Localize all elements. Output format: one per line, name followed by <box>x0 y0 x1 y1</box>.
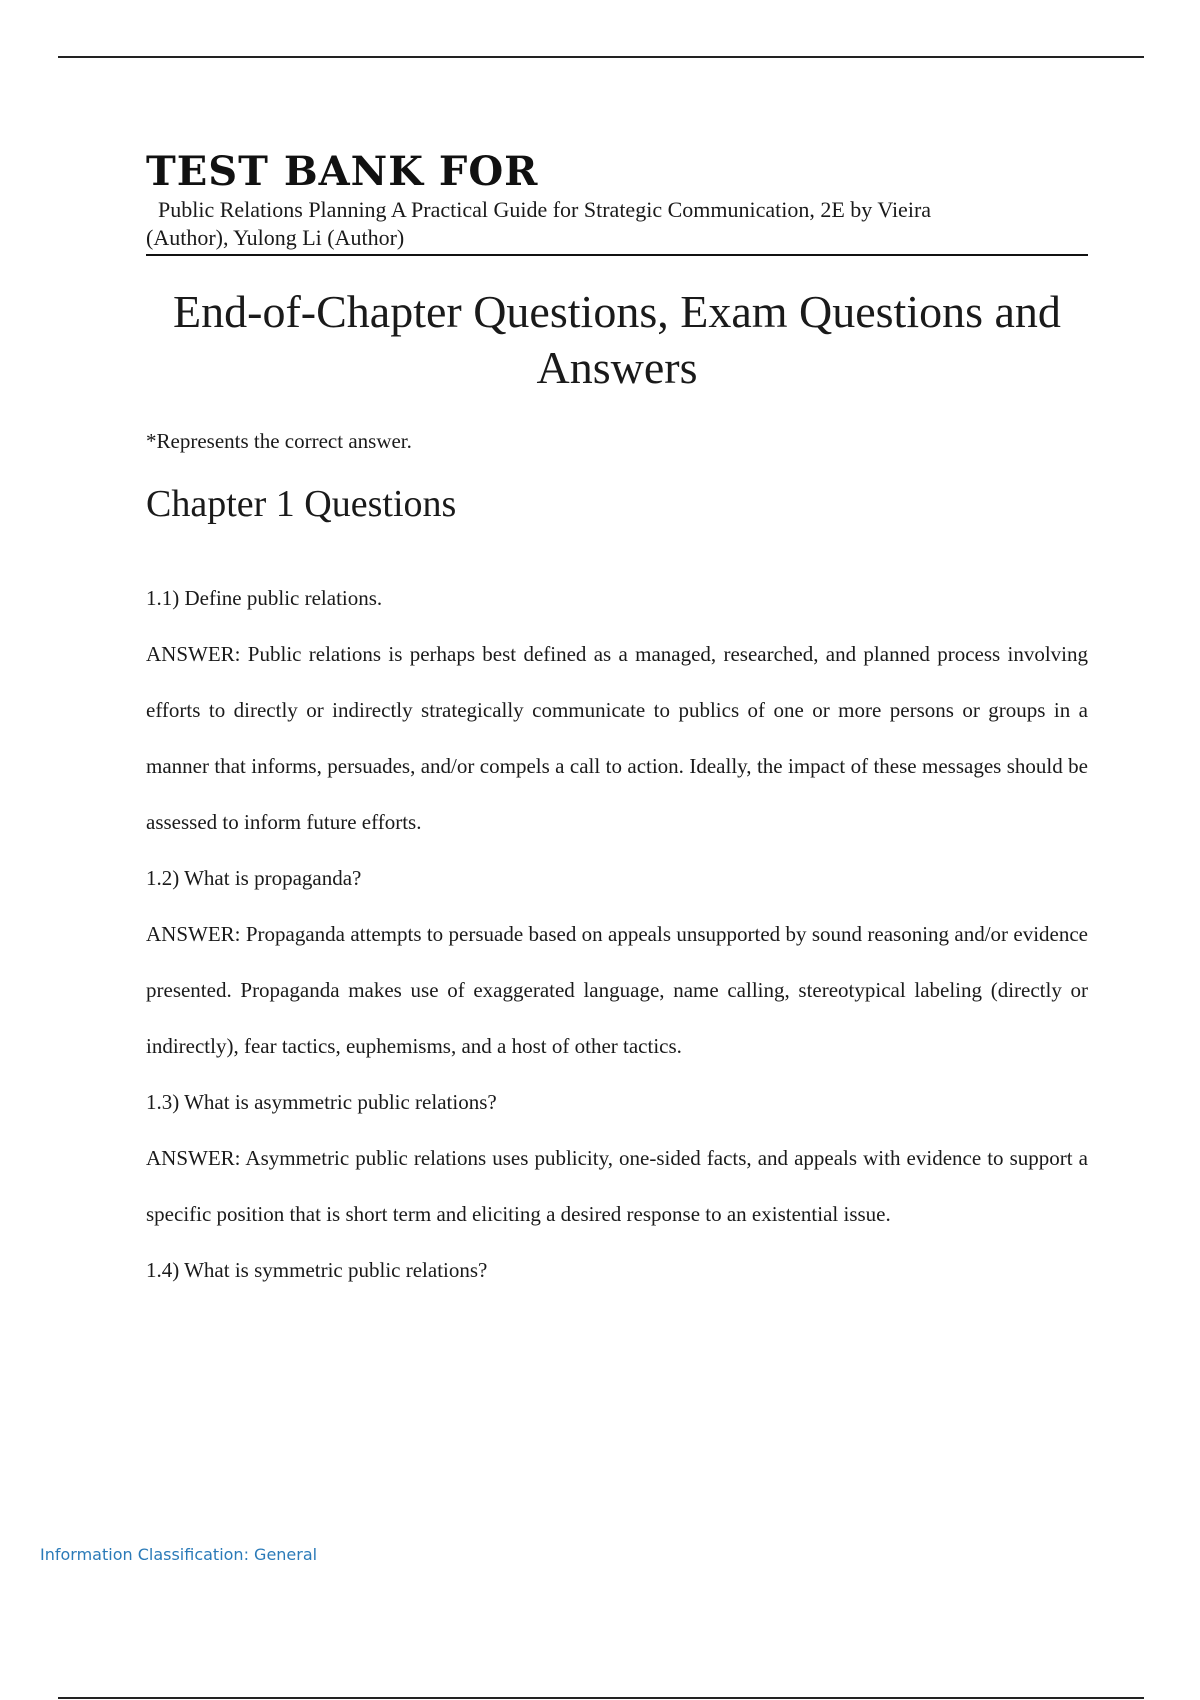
question-list <box>146 570 1088 1298</box>
answer-1-1: ANSWER: Public relations is perhaps best defined as a managed, researched, and planned process involving efforts to directly or indirectly strategically communicate to publics of one or more persons or groups in a manner that informs, persuades, and/or compels a call to action. Ideally, the impact of these messages should be assessed to inform future efforts. <box>146 642 1088 834</box>
correct-answer-note: *Represents the correct answer. <box>146 429 412 453</box>
bottom-rule <box>58 1697 1144 1699</box>
test-bank-title: TEST BANK FOR <box>146 148 539 195</box>
information-classification-label: Information Classification: General <box>40 1545 318 1564</box>
top-rule <box>58 56 1144 58</box>
question-1-2: 1.2) What is propaganda? <box>146 866 362 890</box>
chapter-heading: Chapter 1 Questions <box>146 483 457 525</box>
book-subtitle-line-1: Public Relations Planning A Practical Guide for Strategic Communication, 2E by Vieira <box>158 197 932 222</box>
question-1-1: 1.1) Define public relations. <box>146 586 383 610</box>
answer-1-2: ANSWER: Propaganda attempts to persuade based on appeals unsupported by sound reasoning and/or evidence presented. Propaganda makes use of exaggerated language, name calling, stereotypical labeling (directly or indirectly), fear tactics, euphemisms, and a host of other tactics. <box>146 922 1088 1058</box>
book-subtitle-line-2: (Author), Yulong Li (Author) <box>146 225 405 250</box>
document-body <box>146 150 1088 1298</box>
question-1-4: 1.4) What is symmetric public relations? <box>146 1258 488 1282</box>
page-title: End-of-Chapter Questions, Exam Questions and Answers <box>173 286 1061 393</box>
answer-1-3: ANSWER: Asymmetric public relations uses publicity, one-sided facts, and appeals with evidence to support a specific position that is short term and eliciting a desired response to an existential issue. <box>146 1146 1088 1226</box>
book-subtitle <box>146 196 1088 256</box>
question-1-3: 1.3) What is asymmetric public relations? <box>146 1090 497 1114</box>
